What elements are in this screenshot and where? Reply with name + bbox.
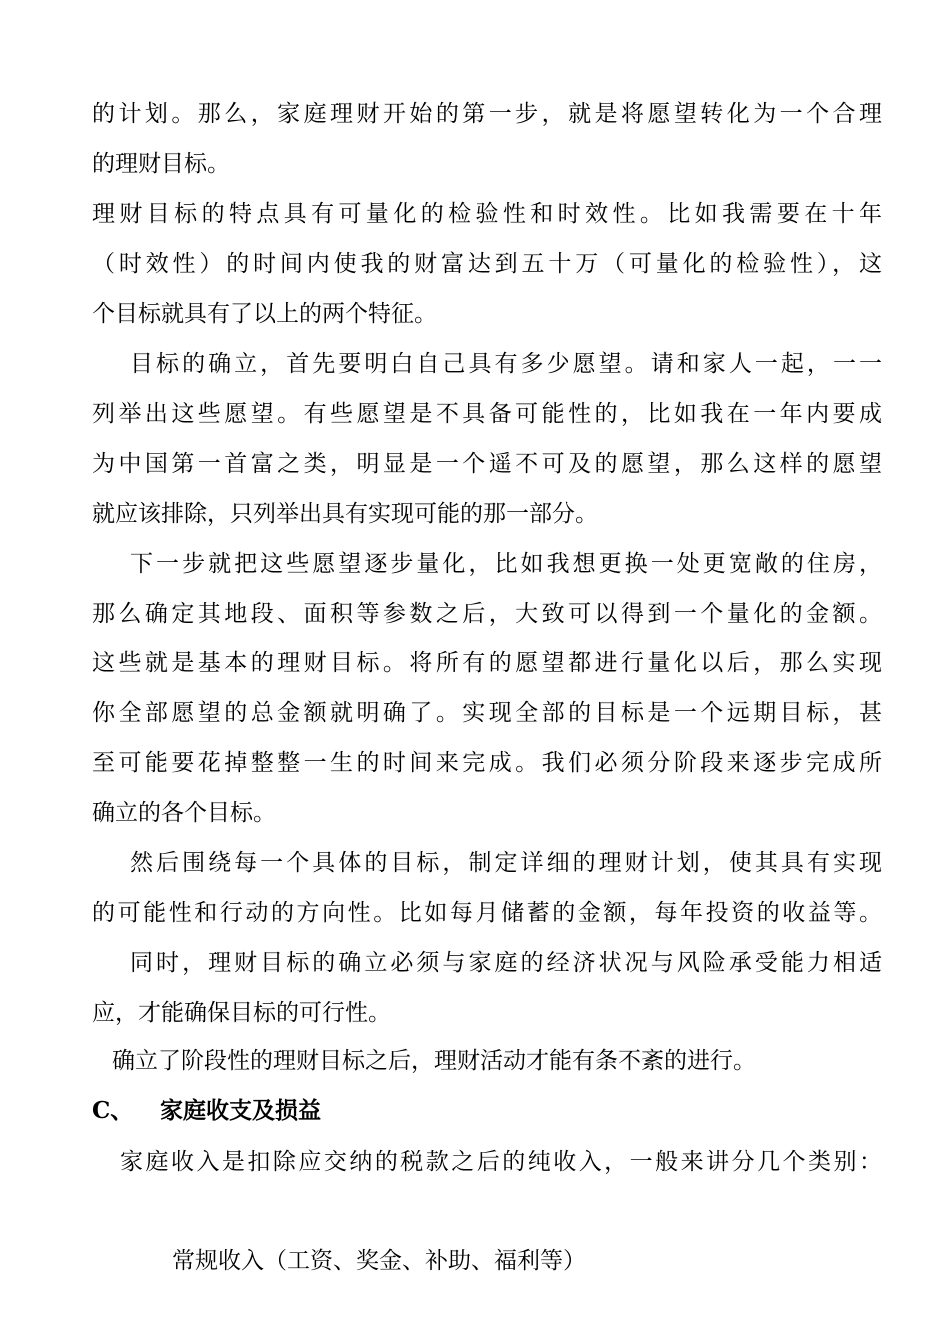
paragraph-line: 确立了阶段性的理财目标之后，理财活动才能有条不紊的进行。 [112, 1048, 756, 1074]
paragraph-line: 下一步就把这些愿望逐步量化，比如我想更换一处更宽敞的住房， [130, 551, 882, 577]
intro-line: 家庭收入是扣除应交纳的税款之后的纯收入，一般来讲分几个类别： [120, 1149, 882, 1175]
paragraph-line: 至可能要花掉整整一生的时间来完成。我们必须分阶段来逐步完成所 [92, 750, 882, 776]
paragraph-line: 那么确定其地段、面积等参数之后，大致可以得到一个量化的金额。 [92, 601, 882, 627]
paragraph-line: 你全部愿望的总金额就明确了。实现全部的目标是一个远期目标，甚 [92, 700, 882, 726]
paragraph-line: 理财目标的特点具有可量化的检验性和时效性。比如我需要在十年 [92, 201, 882, 227]
paragraph-line: 这些就是基本的理财目标。将所有的愿望都进行量化以后，那么实现 [92, 650, 882, 676]
section-title: 家庭收支及损益 [160, 1097, 321, 1124]
paragraph-line: 的理财目标。 [92, 151, 230, 177]
paragraph-line: 应，才能确保目标的可行性。 [92, 1000, 391, 1026]
section-heading [92, 1096, 882, 1126]
paragraph-line: 为中国第一首富之类，明显是一个遥不可及的愿望，那么这样的愿望 [92, 451, 882, 477]
list-item: 常规收入（工资、奖金、补助、福利等） [172, 1248, 586, 1274]
paragraph-line: （时效性）的时间内使我的财富达到五十万（可量化的检验性），这 [92, 251, 882, 277]
paragraph-line: 然后围绕每一个具体的目标，制定详细的理财计划，使其具有实现 [130, 850, 882, 876]
paragraph-line: 列举出这些愿望。有些愿望是不具备可能性的，比如我在一年内要成 [92, 401, 882, 427]
paragraph-line: 的计划。那么，家庭理财开始的第一步，就是将愿望转化为一个合理 [92, 101, 882, 127]
paragraph-line: 同时，理财目标的确立必须与家庭的经济状况与风险承受能力相适 [130, 950, 882, 976]
paragraph-line: 就应该排除，只列举出具有实现可能的那一部分。 [92, 501, 598, 527]
paragraph-line: 确立的各个目标。 [92, 800, 276, 826]
paragraph-line: 目标的确立，首先要明白自己具有多少愿望。请和家人一起，一一 [130, 351, 882, 377]
paragraph-line: 的可能性和行动的方向性。比如每月储蓄的金额，每年投资的收益等。 [92, 900, 882, 926]
paragraph-line: 个目标就具有了以上的两个特征。 [92, 301, 437, 327]
section-number: C、 [92, 1097, 134, 1124]
